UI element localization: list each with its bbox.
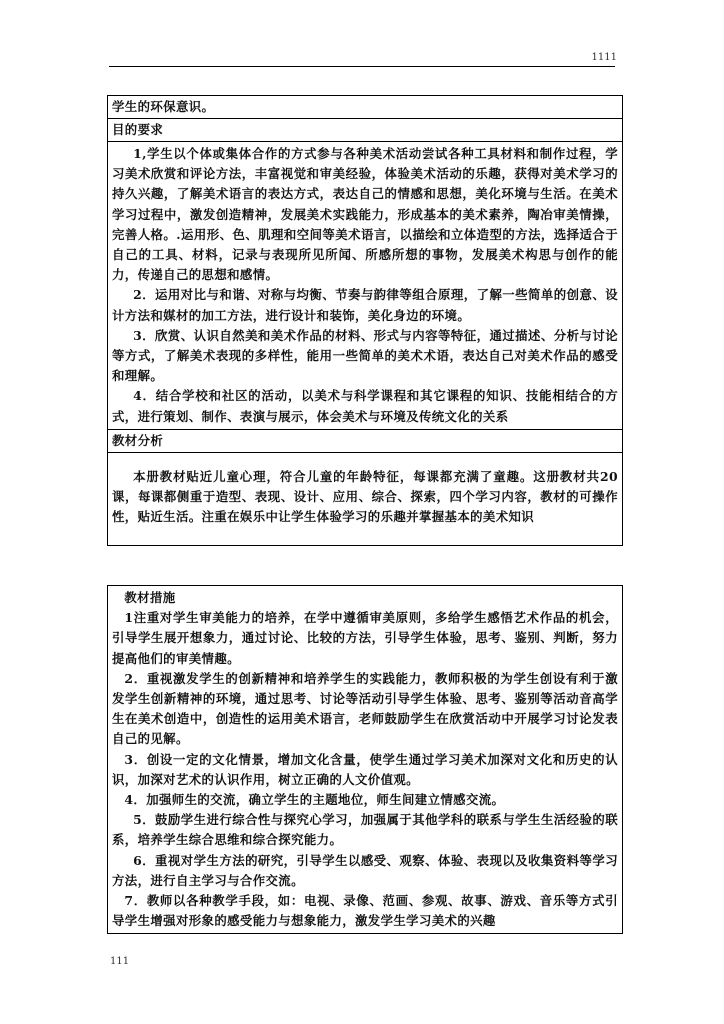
footer-page-number: 111 [110,956,130,967]
measure-item-4: 4．加强师生的交流，确立学生的主题地位，师生间建立情感交流。 [124,792,505,808]
goals-cell [108,142,623,430]
goal-item-4: 4．结合学校和社区的活动，以美术与科学课程和其它课程的知识、技能相结合的方式，进行策划、制作、表演与展示，体会美术与环境及传统文化的关系 [112,388,618,424]
measure-item-1: 1注重对学生审美能力的培养，在学中遵循审美原则，多给学生感悟艺术作品的机会，引导学生展开想象力，通过讨论、比较的方法，引导学生体验，思考、鉴别、判断，努力提高他们的审美情趣。 [112,610,618,666]
goal-item-1: 1,学生以个体或集体合作的方式参与各种美术活动尝试各种工具材料和制作过程，学习美术欣赏和评论方法，丰富视觉和审美经验，体验美术活动的乐趣，获得对美术学习的持久兴趣，了解美术语言的表达方式，表达自己的情感和思想，美化环境与生活。在美术学习过程中，激发创造精神，发展美术实践能力，形成基本的美术素养，陶冶审美情操，完善人格。.运用形、色、肌理和空间等美术语言，以描绘和立体造型的方法，选择适合于自己的工具、材料，记录与表现所见所闻、所感所想的事物，发展美术构思与创作的能力，传递自己的思想和感情。 [112,146,618,283]
header-page-number: 1111 [591,52,617,63]
analysis-cell [108,452,623,546]
measure-item-5: 5．鼓励学生进行综合性与探究心学习，加强属于其他学科的联系与学生生活经验的联系，培养学生综合思维和综合探究能力。 [112,812,618,848]
plan-table-bottom [107,585,623,934]
goals-heading: 目的要求 [108,119,623,142]
goal-item-3: 3．欣赏、认识自然美和美术作品的材料、形式与内容等特征，通过描述、分析与讨论等方式，了解美术表现的多样性，能用一些简单的美术术语，表达自己对美术作品的感受和理解。 [112,327,618,384]
measure-item-2: 2．重视激发学生的创新精神和培养学生的实践能力，教师积极的为学生创设有利于激发学生创新精神的环境，通过思考、讨论等活动引导学生体验、思考、鉴别等活动音高学生在美术创造中，创造性的运用美术语言，老师鼓励学生在欣赏活动中开展学习讨论发表自己的见解。 [112,670,618,747]
measure-item-7: 7．教师以各种教学手段，如：电视、录像、范画、参观、故事、游戏、音乐等方式引导学生增强对形象的感受能力与想象能力，激发学生学习美术的兴趣 [112,893,618,929]
measure-item-6: 6．重视对学生方法的研究，引导学生以感受、观察、体验、表现以及收集资料等学习方法，进行自主学习与合作交流。 [112,852,618,888]
env-awareness-row: 学生的环保意识。 [108,96,623,119]
measures-cell [108,586,623,934]
analysis-text: 本册教材贴近儿童心理，符合儿童的年龄特征，每课都充满了童趣。这册教材共20课，每课都侧重于造型、表现、设计、应用、综合、探索，四个学习内容，教材的可操作性，贴近生活。注重在娱乐中让学生体验学习的乐趣并掌握基本的美术知识 [112,468,618,525]
measures-heading: 教材措施 [124,590,176,605]
goal-item-2: 2．运用对比与和谐、对称与均衡、节奏与韵律等组合原理，了解一些简单的创意、设计方法和媒材的加工方法，进行设计和装饰，美化身边的环境。 [112,287,618,323]
measure-item-3: 3．创设一定的文化情景，增加文化含量，使学生通过学习美术加深对文化和历史的认识，加深对艺术的认识作用，树立正确的人文价值观。 [112,751,618,787]
header-rule [109,66,615,67]
plan-table-top [107,95,623,546]
analysis-heading: 教材分析 [108,429,623,452]
